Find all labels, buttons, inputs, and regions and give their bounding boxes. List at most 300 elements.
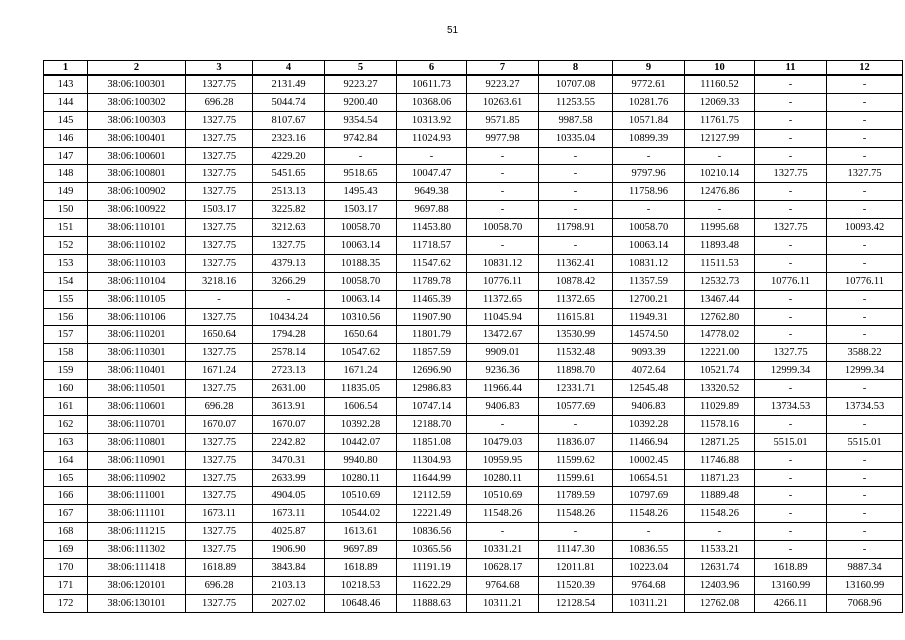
table-cell-col-3: 1650.64 [186, 326, 253, 344]
table-cell-col-2: 38:06:111215 [88, 523, 186, 541]
table-cell-col-10: 11889.48 [685, 487, 755, 505]
table-cell-col-12: 12999.34 [827, 362, 903, 380]
table-cell-col-4: - [253, 290, 325, 308]
table-cell-col-6: 11622.29 [397, 576, 467, 594]
table-cell-col-8: - [539, 237, 613, 255]
table-row [44, 147, 903, 165]
table-cell-col-1: 155 [44, 290, 88, 308]
table-cell-col-11: - [755, 541, 827, 559]
table-cell-col-6: 11304.93 [397, 451, 467, 469]
table-cell-col-1: 144 [44, 93, 88, 111]
table-row [44, 469, 903, 487]
table-cell-col-3: - [186, 290, 253, 308]
table-cell-col-9: 10002.45 [613, 451, 685, 469]
table-cell-col-8: 11253.55 [539, 93, 613, 111]
column-header-3: 3 [186, 61, 253, 76]
table-cell-col-4: 1673.11 [253, 505, 325, 523]
table-cell-col-8: 11520.39 [539, 576, 613, 594]
table-cell-col-12: - [827, 93, 903, 111]
table-cell-col-11: - [755, 75, 827, 93]
table-cell-col-6: 10836.56 [397, 523, 467, 541]
table-cell-col-11: - [755, 505, 827, 523]
table-cell-col-3: 1327.75 [186, 541, 253, 559]
table-cell-col-10: 13467.44 [685, 290, 755, 308]
table-cell-col-7: 10058.70 [467, 219, 539, 237]
column-header-4: 4 [253, 61, 325, 76]
table-cell-col-4: 2131.49 [253, 75, 325, 93]
table-cell-col-2: 38:06:111101 [88, 505, 186, 523]
table-cell-col-4: 4025.87 [253, 523, 325, 541]
table-cell-col-9: 9093.39 [613, 344, 685, 362]
table-cell-col-1: 148 [44, 165, 88, 183]
table-cell-col-12: - [827, 254, 903, 272]
table-cell-col-5: 1503.17 [325, 201, 397, 219]
table-cell-col-2: 38:06:100601 [88, 147, 186, 165]
table-cell-col-8: 11532.48 [539, 344, 613, 362]
table-cell-col-1: 172 [44, 594, 88, 612]
table-cell-col-10: 14778.02 [685, 326, 755, 344]
table-cell-col-10: 12127.99 [685, 129, 755, 147]
table-cell-col-3: 1327.75 [186, 487, 253, 505]
table-cell-col-12: - [827, 308, 903, 326]
table-cell-col-9: 10654.51 [613, 469, 685, 487]
table-cell-col-9: 10392.28 [613, 415, 685, 433]
table-cell-col-4: 2723.13 [253, 362, 325, 380]
table-cell-col-3: 1327.75 [186, 433, 253, 451]
table-cell-col-1: 151 [44, 219, 88, 237]
table-cell-col-10: 11995.68 [685, 219, 755, 237]
table-cell-col-3: 1327.75 [186, 147, 253, 165]
table-cell-col-7: 10331.21 [467, 541, 539, 559]
table-cell-col-8: - [539, 523, 613, 541]
table-row [44, 541, 903, 559]
table-header [44, 61, 903, 76]
table-cell-col-7: - [467, 415, 539, 433]
table-cell-col-5: 1618.89 [325, 559, 397, 577]
table-cell-col-1: 170 [44, 559, 88, 577]
table-row [44, 75, 903, 93]
table-cell-col-9: 11466.94 [613, 433, 685, 451]
table-cell-col-1: 156 [44, 308, 88, 326]
table-row [44, 398, 903, 416]
table-cell-col-5: 1650.64 [325, 326, 397, 344]
table-cell-col-11: 13734.53 [755, 398, 827, 416]
table-cell-col-5: 9354.54 [325, 111, 397, 129]
table-cell-col-12: - [827, 523, 903, 541]
table-cell-col-8: 10335.04 [539, 129, 613, 147]
table-row [44, 487, 903, 505]
table-cell-col-1: 171 [44, 576, 88, 594]
table-cell-col-6: 11547.62 [397, 254, 467, 272]
table-cell-col-3: 696.28 [186, 576, 253, 594]
table-cell-col-5: 1495.43 [325, 183, 397, 201]
table-cell-col-10: 11511.53 [685, 254, 755, 272]
table-cell-col-11: 1618.89 [755, 559, 827, 577]
table-cell-col-8: 11372.65 [539, 290, 613, 308]
table-cell-col-12: - [827, 290, 903, 308]
table-cell-col-7: 9764.68 [467, 576, 539, 594]
table-cell-col-4: 2242.82 [253, 433, 325, 451]
table-cell-col-3: 1327.75 [186, 165, 253, 183]
table-cell-col-5: 10510.69 [325, 487, 397, 505]
table-cell-col-3: 1327.75 [186, 469, 253, 487]
table-cell-col-2: 38:06:111302 [88, 541, 186, 559]
table-row [44, 290, 903, 308]
table-cell-col-4: 10434.24 [253, 308, 325, 326]
table-cell-col-3: 1503.17 [186, 201, 253, 219]
table-cell-col-5: 10058.70 [325, 272, 397, 290]
table-cell-col-4: 3843.84 [253, 559, 325, 577]
table-cell-col-7: 11548.26 [467, 505, 539, 523]
table-cell-col-6: 12188.70 [397, 415, 467, 433]
table-cell-col-5: 10648.46 [325, 594, 397, 612]
table-cell-col-8: 11615.81 [539, 308, 613, 326]
table-cell-col-12: 10776.11 [827, 272, 903, 290]
table-cell-col-4: 2513.13 [253, 183, 325, 201]
table-cell-col-10: - [685, 201, 755, 219]
table-cell-col-6: - [397, 147, 467, 165]
table-cell-col-3: 1327.75 [186, 380, 253, 398]
table-cell-col-8: 13530.99 [539, 326, 613, 344]
table-cell-col-8: 12128.54 [539, 594, 613, 612]
table-cell-col-11: - [755, 469, 827, 487]
table-cell-col-3: 3218.16 [186, 272, 253, 290]
table-row [44, 308, 903, 326]
table-cell-col-4: 4229.20 [253, 147, 325, 165]
table-cell-col-9: 11949.31 [613, 308, 685, 326]
table-cell-col-8: 10707.08 [539, 75, 613, 93]
table-cell-col-2: 38:06:110801 [88, 433, 186, 451]
table-cell-col-8: - [539, 165, 613, 183]
table-cell-col-4: 1670.07 [253, 415, 325, 433]
table-cell-col-10: 12069.33 [685, 93, 755, 111]
table-cell-col-12: - [827, 380, 903, 398]
table-cell-col-10: 12403.96 [685, 576, 755, 594]
table-cell-col-2: 38:06:110701 [88, 415, 186, 433]
table-cell-col-4: 1906.90 [253, 541, 325, 559]
table-row [44, 505, 903, 523]
table-cell-col-3: 1327.75 [186, 237, 253, 255]
column-header-11: 11 [755, 61, 827, 76]
table-cell-col-10: 11548.26 [685, 505, 755, 523]
table-cell-col-12: - [827, 541, 903, 559]
table-cell-col-3: 1327.75 [186, 219, 253, 237]
table-cell-col-10: 12762.80 [685, 308, 755, 326]
table-cell-col-6: 11453.80 [397, 219, 467, 237]
table-cell-col-11: 1327.75 [755, 344, 827, 362]
table-cell-col-9: 10797.69 [613, 487, 685, 505]
table-cell-col-12: 9887.34 [827, 559, 903, 577]
table-cell-col-11: - [755, 523, 827, 541]
table-cell-col-11: 12999.34 [755, 362, 827, 380]
table-cell-col-4: 4904.05 [253, 487, 325, 505]
table-cell-col-4: 1327.75 [253, 237, 325, 255]
table-cell-col-9: 10311.21 [613, 594, 685, 612]
table-cell-col-5: 1613.61 [325, 523, 397, 541]
table-cell-col-5: 1606.54 [325, 398, 397, 416]
table-cell-col-8: - [539, 415, 613, 433]
table-cell-col-7: - [467, 201, 539, 219]
table-cell-col-11: - [755, 254, 827, 272]
table-cell-col-9: 10063.14 [613, 237, 685, 255]
table-cell-col-2: 38:06:120101 [88, 576, 186, 594]
table-cell-col-1: 166 [44, 487, 88, 505]
table-cell-col-5: 1671.24 [325, 362, 397, 380]
table-cell-col-2: 38:06:110105 [88, 290, 186, 308]
table-cell-col-11: 5515.01 [755, 433, 827, 451]
table-cell-col-1: 146 [44, 129, 88, 147]
table-cell-col-3: 1327.75 [186, 254, 253, 272]
table-cell-col-4: 2631.00 [253, 380, 325, 398]
table-cell-col-8: 11599.61 [539, 469, 613, 487]
table-cell-col-9: 10831.12 [613, 254, 685, 272]
table-cell-col-10: 12871.25 [685, 433, 755, 451]
table-cell-col-9: - [613, 201, 685, 219]
table-cell-col-6: 10365.56 [397, 541, 467, 559]
table-cell-col-1: 152 [44, 237, 88, 255]
table-cell-col-7: 11372.65 [467, 290, 539, 308]
table-cell-col-8: - [539, 183, 613, 201]
table-cell-col-8: 11789.59 [539, 487, 613, 505]
table-cell-col-4: 1794.28 [253, 326, 325, 344]
table-cell-col-1: 165 [44, 469, 88, 487]
table-row [44, 559, 903, 577]
table-cell-col-6: 11907.90 [397, 308, 467, 326]
table-cell-col-12: 1327.75 [827, 165, 903, 183]
table-cell-col-1: 163 [44, 433, 88, 451]
table-cell-col-9: - [613, 523, 685, 541]
table-cell-col-9: 11357.59 [613, 272, 685, 290]
table-row [44, 93, 903, 111]
table-cell-col-11: - [755, 183, 827, 201]
table-cell-col-5: 9940.80 [325, 451, 397, 469]
table-cell-col-5: 10063.14 [325, 237, 397, 255]
table-cell-col-3: 1671.24 [186, 362, 253, 380]
table-cell-col-7: 10280.11 [467, 469, 539, 487]
table-cell-col-7: 9236.36 [467, 362, 539, 380]
table-cell-col-11: - [755, 290, 827, 308]
table-cell-col-2: 38:06:110201 [88, 326, 186, 344]
table-cell-col-9: 11548.26 [613, 505, 685, 523]
table-cell-col-5: 9697.89 [325, 541, 397, 559]
table-cell-col-7: - [467, 147, 539, 165]
table-cell-col-7: 9571.85 [467, 111, 539, 129]
table-cell-col-3: 696.28 [186, 398, 253, 416]
table-cell-col-11: - [755, 237, 827, 255]
table-cell-col-11: - [755, 147, 827, 165]
table-cell-col-7: 10831.12 [467, 254, 539, 272]
table-cell-col-4: 8107.67 [253, 111, 325, 129]
table-cell-col-6: 9697.88 [397, 201, 467, 219]
column-header-2: 2 [88, 61, 186, 76]
table-cell-col-2: 38:06:100801 [88, 165, 186, 183]
column-header-8: 8 [539, 61, 613, 76]
table-cell-col-12: - [827, 201, 903, 219]
table-cell-col-7: 9406.83 [467, 398, 539, 416]
table-cell-col-3: 1327.75 [186, 111, 253, 129]
table-cell-col-6: 11888.63 [397, 594, 467, 612]
column-header-10: 10 [685, 61, 755, 76]
table-cell-col-10: 11578.16 [685, 415, 755, 433]
table-cell-col-2: 38:06:110101 [88, 219, 186, 237]
table-cell-col-9: - [613, 147, 685, 165]
table-cell-col-12: - [827, 505, 903, 523]
table-cell-col-12: 7068.96 [827, 594, 903, 612]
table-cell-col-8: 12011.81 [539, 559, 613, 577]
table-cell-col-5: 9518.65 [325, 165, 397, 183]
table-cell-col-2: 38:06:110401 [88, 362, 186, 380]
table-cell-col-12: - [827, 129, 903, 147]
table-cell-col-2: 38:06:110902 [88, 469, 186, 487]
table-cell-col-2: 38:06:110501 [88, 380, 186, 398]
table-cell-col-5: 9223.27 [325, 75, 397, 93]
table-cell-col-5: 9200.40 [325, 93, 397, 111]
table-cell-col-7: 11045.94 [467, 308, 539, 326]
table-cell-col-10: - [685, 523, 755, 541]
page-number: 51 [446, 25, 459, 36]
table-cell-col-9: 10223.04 [613, 559, 685, 577]
table-cell-col-9: 10899.39 [613, 129, 685, 147]
table-cell-col-2: 38:06:110103 [88, 254, 186, 272]
table-cell-col-10: 11029.89 [685, 398, 755, 416]
table-cell-col-7: - [467, 183, 539, 201]
table-cell-col-9: 10571.84 [613, 111, 685, 129]
table-cell-col-5: 10392.28 [325, 415, 397, 433]
table-cell-col-7: 10510.69 [467, 487, 539, 505]
table-cell-col-10: 12221.00 [685, 344, 755, 362]
table-cell-col-10: 11160.52 [685, 75, 755, 93]
table-cell-col-5: 11835.05 [325, 380, 397, 398]
table-cell-col-4: 3212.63 [253, 219, 325, 237]
table-cell-col-1: 158 [44, 344, 88, 362]
table-cell-col-6: 12221.49 [397, 505, 467, 523]
table-cell-col-9: 11758.96 [613, 183, 685, 201]
table-cell-col-11: 1327.75 [755, 219, 827, 237]
table-row [44, 415, 903, 433]
table-cell-col-7: 10263.61 [467, 93, 539, 111]
table-cell-col-12: - [827, 326, 903, 344]
table-cell-col-1: 149 [44, 183, 88, 201]
table-body [44, 75, 903, 612]
table-cell-col-9: 12700.21 [613, 290, 685, 308]
table-cell-col-3: 1327.75 [186, 344, 253, 362]
table-cell-col-1: 161 [44, 398, 88, 416]
table-cell-col-2: 38:06:100401 [88, 129, 186, 147]
table-cell-col-3: 1618.89 [186, 559, 253, 577]
table-cell-col-1: 168 [44, 523, 88, 541]
table-cell-col-12: 13160.99 [827, 576, 903, 594]
table-cell-col-4: 2633.99 [253, 469, 325, 487]
table-row [44, 129, 903, 147]
table-cell-col-12: - [827, 147, 903, 165]
table-row [44, 523, 903, 541]
column-header-5: 5 [325, 61, 397, 76]
table-cell-col-5: 10442.07 [325, 433, 397, 451]
table-cell-col-1: 162 [44, 415, 88, 433]
table-cell-col-5: - [325, 147, 397, 165]
table-cell-col-3: 1327.75 [186, 523, 253, 541]
table-cell-col-7: - [467, 523, 539, 541]
column-header-1: 1 [44, 61, 88, 76]
table-cell-col-11: 10776.11 [755, 272, 827, 290]
table-cell-col-2: 38:06:111418 [88, 559, 186, 577]
table-cell-col-10: 10521.74 [685, 362, 755, 380]
table-cell-col-5: 9742.84 [325, 129, 397, 147]
table-cell-col-2: 38:06:100922 [88, 201, 186, 219]
table-cell-col-6: 11801.79 [397, 326, 467, 344]
table-cell-col-6: 10611.73 [397, 75, 467, 93]
table-cell-col-11: - [755, 111, 827, 129]
table-cell-col-8: 11599.62 [539, 451, 613, 469]
table-row [44, 326, 903, 344]
table-cell-col-5: 10188.35 [325, 254, 397, 272]
table-row [44, 380, 903, 398]
table-cell-col-3: 1673.11 [186, 505, 253, 523]
table-cell-col-9: 10281.76 [613, 93, 685, 111]
table-cell-col-10: 11746.88 [685, 451, 755, 469]
table-cell-col-7: 10479.03 [467, 433, 539, 451]
table-cell-col-9: 14574.50 [613, 326, 685, 344]
table-cell-col-1: 154 [44, 272, 88, 290]
table-cell-col-7: 9977.98 [467, 129, 539, 147]
table-cell-col-6: 12696.90 [397, 362, 467, 380]
table-cell-col-12: - [827, 469, 903, 487]
table-cell-col-8: 12331.71 [539, 380, 613, 398]
table-row [44, 344, 903, 362]
table-cell-col-7: - [467, 237, 539, 255]
table-cell-col-1: 150 [44, 201, 88, 219]
table-cell-col-2: 38:06:100902 [88, 183, 186, 201]
table-row [44, 362, 903, 380]
table-row [44, 219, 903, 237]
table-cell-col-7: 9909.01 [467, 344, 539, 362]
table-cell-col-10: 11893.48 [685, 237, 755, 255]
table-row [44, 237, 903, 255]
table-cell-col-7: 10776.11 [467, 272, 539, 290]
table-cell-col-6: 11857.59 [397, 344, 467, 362]
table-cell-col-10: 10210.14 [685, 165, 755, 183]
table-cell-col-12: - [827, 183, 903, 201]
table-cell-col-11: - [755, 201, 827, 219]
table-cell-col-8: - [539, 201, 613, 219]
table-cell-col-9: 10058.70 [613, 219, 685, 237]
table-cell-col-2: 38:06:110901 [88, 451, 186, 469]
table-cell-col-9: 10836.55 [613, 541, 685, 559]
table-cell-col-6: 11024.93 [397, 129, 467, 147]
table-cell-col-11: 13160.99 [755, 576, 827, 594]
table-cell-col-2: 38:06:100302 [88, 93, 186, 111]
table-cell-col-11: - [755, 380, 827, 398]
table-row [44, 165, 903, 183]
table-cell-col-1: 169 [44, 541, 88, 559]
header-row [44, 61, 903, 76]
table-cell-col-2: 38:06:110102 [88, 237, 186, 255]
table-cell-col-3: 1327.75 [186, 183, 253, 201]
table-cell-col-3: 1327.75 [186, 75, 253, 93]
data-table [43, 60, 903, 613]
table-cell-col-5: 10058.70 [325, 219, 397, 237]
table-cell-col-6: 9649.38 [397, 183, 467, 201]
table-cell-col-3: 1327.75 [186, 308, 253, 326]
table-cell-col-12: 10093.42 [827, 219, 903, 237]
table-row [44, 201, 903, 219]
table-cell-col-10: 11761.75 [685, 111, 755, 129]
table-cell-col-8: 11898.70 [539, 362, 613, 380]
table-cell-col-5: 10544.02 [325, 505, 397, 523]
table-cell-col-10: 11533.21 [685, 541, 755, 559]
table-row [44, 576, 903, 594]
table-cell-col-6: 11851.08 [397, 433, 467, 451]
